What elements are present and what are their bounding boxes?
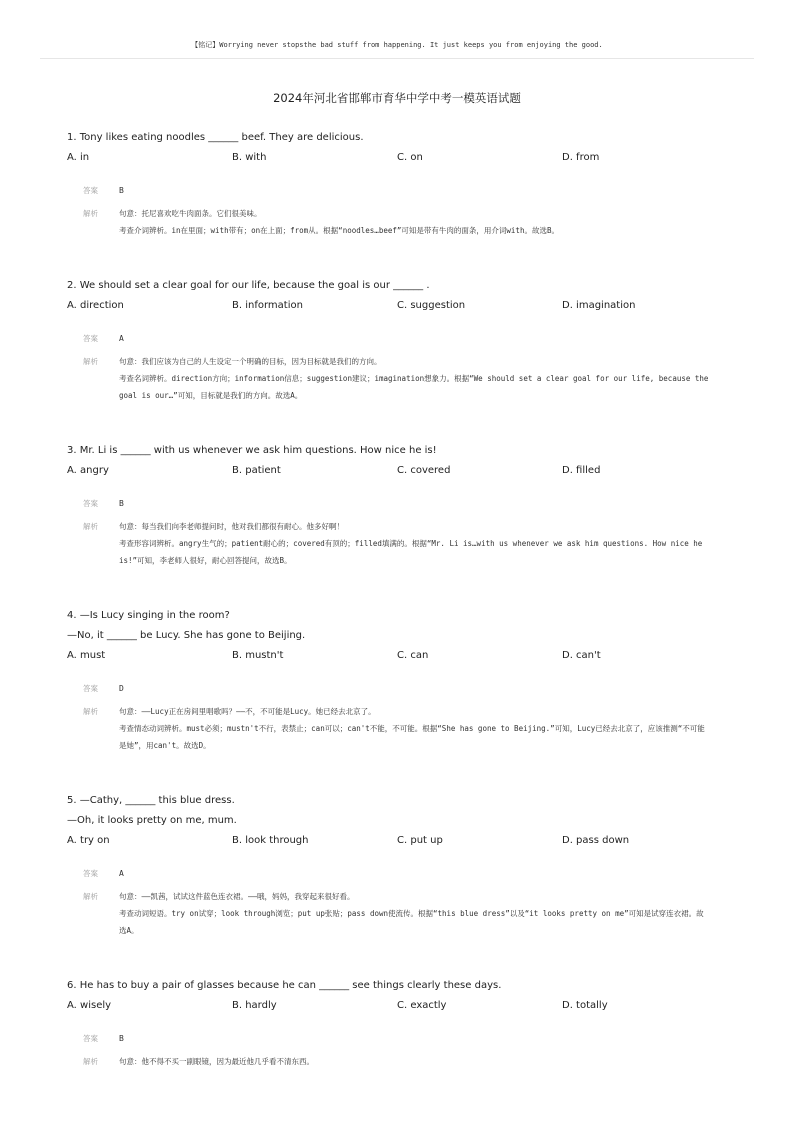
analysis-block: [67, 703, 727, 754]
options-row: [67, 148, 727, 168]
analysis-block: [67, 518, 727, 569]
option-a: A. try on: [67, 835, 110, 846]
answer-label: 答案: [83, 684, 98, 693]
question-stem: —Oh, it looks pretty on me, mum.: [67, 815, 237, 826]
answer-value: A: [119, 334, 124, 343]
question-stem: 6. He has to buy a pair of glasses because he can ______ see things clearly these days.: [67, 980, 502, 991]
answer-label: 答案: [83, 1034, 98, 1043]
question-2: [67, 276, 727, 404]
option-a: A. in: [67, 152, 90, 163]
option-b: B. mustn't: [232, 650, 284, 661]
option-c: C. suggestion: [397, 300, 466, 311]
answer-value: B: [119, 186, 124, 195]
question-stem: 2. We should set a clear goal for our life, because the goal is our ______ .: [67, 280, 430, 291]
question-3: [67, 441, 727, 569]
question-stem: 5. —Cathy, ______ this blue dress.: [67, 795, 235, 806]
page-header-motto: 【铭记】Worrying never stopsthe bad stuff from happening. It just keeps you from enjoying the good.: [191, 41, 603, 49]
option-a: A. must: [67, 650, 106, 661]
answer-value: A: [119, 869, 124, 878]
option-d: D. pass down: [562, 835, 630, 846]
option-a: A. wisely: [67, 1000, 112, 1011]
header-divider: [40, 58, 754, 59]
answer-label: 答案: [83, 186, 98, 195]
option-c: C. exactly: [397, 1000, 447, 1011]
analysis-line: 句意：每当我们向李老师提问时，他对我们都很有耐心。他多好啊！: [119, 522, 344, 531]
option-b: B. patient: [232, 465, 281, 476]
analysis-line: 句意：他不得不买一副眼镜，因为最近他几乎看不清东西。: [119, 1057, 314, 1066]
option-c: C. can: [397, 650, 429, 661]
analysis-line: 句意：——凯茜，试试这件蓝色连衣裙。——哦，妈妈，我穿起来很好看。: [119, 892, 355, 901]
analysis-line: 句意：托尼喜欢吃牛肉面条。它们很美味。: [119, 209, 262, 218]
analysis-block: [67, 205, 727, 239]
question-4: [67, 606, 727, 754]
answer-row: [67, 864, 727, 884]
option-b: B. information: [232, 300, 303, 311]
analysis-label: 解析: [83, 522, 98, 531]
analysis-block: [67, 888, 727, 939]
option-b: B. hardly: [232, 1000, 277, 1011]
options-row: [67, 831, 727, 851]
answer-row: [67, 679, 727, 699]
answer-value: B: [119, 499, 124, 508]
answer-row: [67, 1029, 727, 1049]
analysis-line: 考查名词辨析。direction方向；information信息；suggestion建议；imagination想象力。根据“We should set a clear goal for our life, because the goal is our…”可知，目标就是我们的方向。故选A。: [119, 374, 709, 400]
options-row: [67, 996, 727, 1016]
options-row: [67, 646, 727, 666]
answer-row: [67, 181, 727, 201]
option-d: D. totally: [562, 1000, 608, 1011]
analysis-line: 考查动词短语。try on试穿；look through浏览；put up张贴；pass down使流传。根据“this blue dress”以及“it looks pretty on me”可知是试穿连衣裙。故选A。: [119, 909, 704, 935]
options-row: [67, 296, 727, 316]
analysis-label: 解析: [83, 892, 98, 901]
answer-value: D: [119, 684, 124, 693]
page-title: 2024年河北省邯郸市育华中学中考一模英语试题: [273, 91, 521, 105]
option-c: C. on: [397, 152, 423, 163]
question-1: [67, 128, 727, 239]
option-d: D. from: [562, 152, 600, 163]
question-6: [67, 976, 727, 1070]
question-stem: —No, it ______ be Lucy. She has gone to Beijing.: [67, 630, 306, 641]
analysis-line: 句意：——Lucy正在房间里唱歌吗？——不，不可能是Lucy。她已经去北京了。: [119, 707, 376, 716]
option-c: C. put up: [397, 835, 443, 846]
answer-row: [67, 494, 727, 514]
option-d: D. can't: [562, 650, 601, 661]
analysis-label: 解析: [83, 357, 98, 366]
analysis-block: [67, 1053, 727, 1070]
options-row: [67, 461, 727, 481]
analysis-block: [67, 353, 727, 404]
question-stem: 3. Mr. Li is ______ with us whenever we ask him questions. How nice he is!: [67, 445, 437, 456]
question-stem: 1. Tony likes eating noodles ______ beef. They are delicious.: [67, 132, 364, 143]
analysis-line: 考查形容词辨析。angry生气的；patient耐心的；covered有顶的；filled填满的。根据“Mr. Li is…with us whenever we ask him questions. How nice he is!”可知，李老师人很好，耐心回答提问，故选B。: [119, 539, 703, 565]
question-5: [67, 791, 727, 939]
option-b: B. look through: [232, 835, 309, 846]
option-c: C. covered: [397, 465, 451, 476]
analysis-line: 考查介词辨析。in在里面；with带有；on在上面；from从。根据“noodles…beef”可知是带有牛肉的面条，用介词with。故选B。: [119, 226, 559, 235]
analysis-label: 解析: [83, 209, 98, 218]
option-d: D. filled: [562, 465, 601, 476]
analysis-line: 句意：我们应该为自己的人生设定一个明确的目标，因为目标就是我们的方向。: [119, 357, 382, 366]
analysis-line: 考查情态动词辨析。must必须；mustn't不行，表禁止；can可以；can't不能，不可能。根据“She has gone to Beijing.”可知，Lucy已经去北京了，应该推测“不可能是她”，用can't。故选D。: [119, 724, 705, 750]
option-a: A. direction: [67, 300, 124, 311]
question-stem: 4. —Is Lucy singing in the room?: [67, 610, 230, 621]
answer-row: [67, 329, 727, 349]
option-b: B. with: [232, 152, 267, 163]
answer-value: B: [119, 1034, 124, 1043]
option-a: A. angry: [67, 465, 109, 476]
answer-label: 答案: [83, 334, 98, 343]
analysis-label: 解析: [83, 707, 98, 716]
analysis-label: 解析: [83, 1057, 98, 1066]
answer-label: 答案: [83, 869, 98, 878]
option-d: D. imagination: [562, 300, 636, 311]
answer-label: 答案: [83, 499, 98, 508]
